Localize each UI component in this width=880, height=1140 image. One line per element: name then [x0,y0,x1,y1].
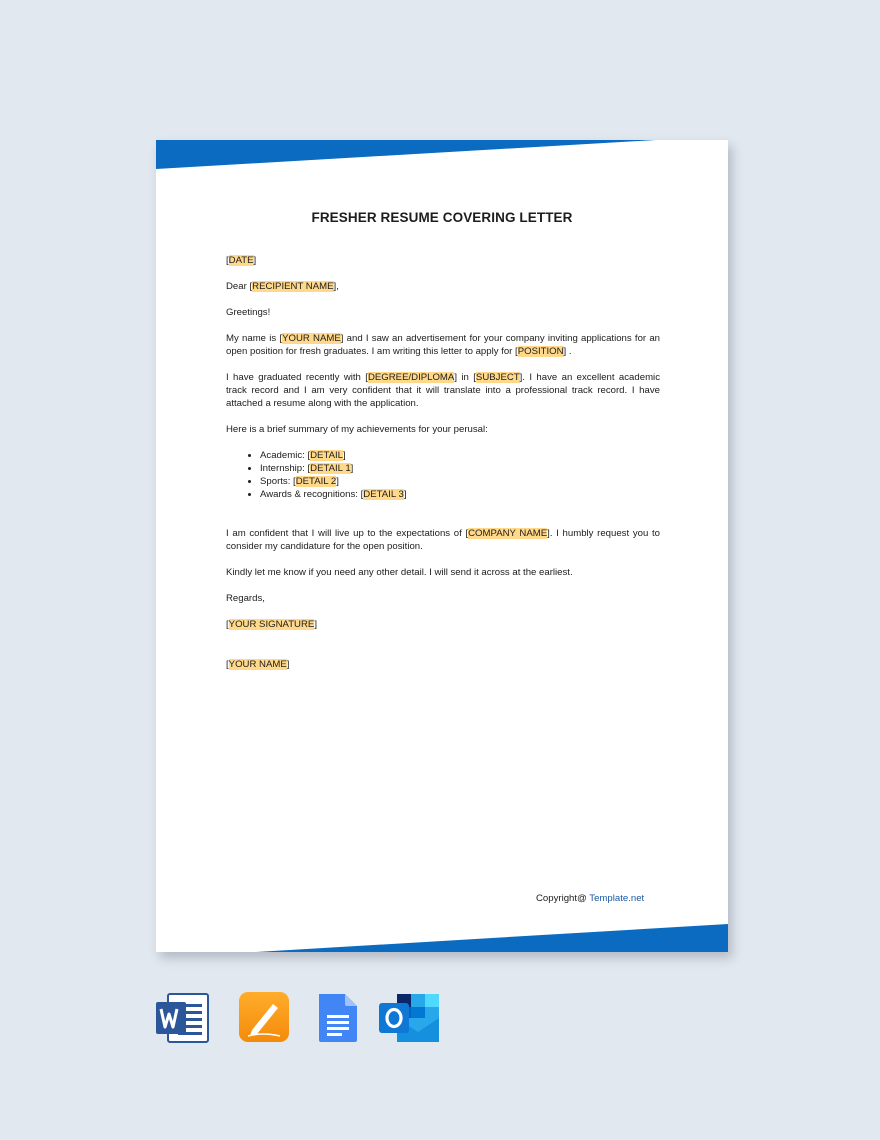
date-placeholder: DATE [228,255,254,266]
signature-placeholder: YOUR SIGNATURE [228,619,315,630]
letter-page [156,140,728,952]
detail-placeholder: DETAIL 3 [363,489,404,500]
intro-paragraph: My name is [YOUR NAME] and I saw an advertisement for your company inviting applications for an open position for fresh graduates. I am writing this letter to apply for [POSITION] . [226,333,660,357]
name-line: [YOUR NAME] [226,659,290,670]
signature-line: [YOUR SIGNATURE] [226,619,317,630]
list-item: • Internship: [DETAIL 1] [260,462,660,475]
confidence-paragraph: I am confident that I will live up to the expectations of [COMPANY NAME]. I humbly request you to consider my candidature for the open position. [226,528,660,552]
detail-placeholder: DETAIL 2 [295,476,337,487]
document-title: FRESHER RESUME COVERING LETTER [311,210,573,225]
achievements-list [226,449,660,501]
your-name-placeholder: YOUR NAME [282,333,341,344]
list-item: • Awards & recognitions: [DETAIL 3] [260,488,660,501]
detail-placeholder: DETAIL [310,450,343,461]
salutation: Dear [RECIPIENT NAME], [226,281,339,292]
top-accent-band [156,140,728,170]
detail-placeholder: DETAIL 1 [310,463,351,474]
microsoft-word-icon[interactable] [156,992,212,1044]
company-placeholder: COMPANY NAME [468,528,548,539]
apple-pages-icon[interactable] [239,992,291,1044]
summary-intro: Here is a brief summary of my achievements for your perusal: [226,424,488,435]
google-docs-icon[interactable] [317,992,359,1044]
template-net-link[interactable]: Template.net [589,893,645,904]
bottom-accent-band [156,924,728,952]
greeting: Greetings! [226,307,271,318]
list-item: • Sports: [DETAIL 2] [260,475,660,488]
date-line: [DATE] [226,255,257,266]
microsoft-outlook-icon[interactable] [379,992,441,1044]
recipient-placeholder: RECIPIENT NAME [252,281,334,292]
closing: Regards, [226,593,265,604]
subject-placeholder: SUBJECT [475,372,520,383]
letter-body [226,254,660,684]
copyright-notice: Copyright@ Template.net [536,893,645,904]
name-placeholder: YOUR NAME [228,659,287,670]
followup-paragraph: Kindly let me know if you need any other detail. I will send it across at the earliest. [226,567,573,578]
education-paragraph: I have graduated recently with [DEGREE/DIPLOMA] in [SUBJECT]. I have an excellent academic track record and I am very confident that it will translate into a professional track record. I have attached a resume along with the application. [226,372,660,409]
degree-placeholder: DEGREE/DIPLOMA [367,372,455,383]
position-placeholder: POSITION [517,346,564,357]
app-icons-row [156,992,456,1046]
list-item: • Academic: [DETAIL] [260,449,660,462]
